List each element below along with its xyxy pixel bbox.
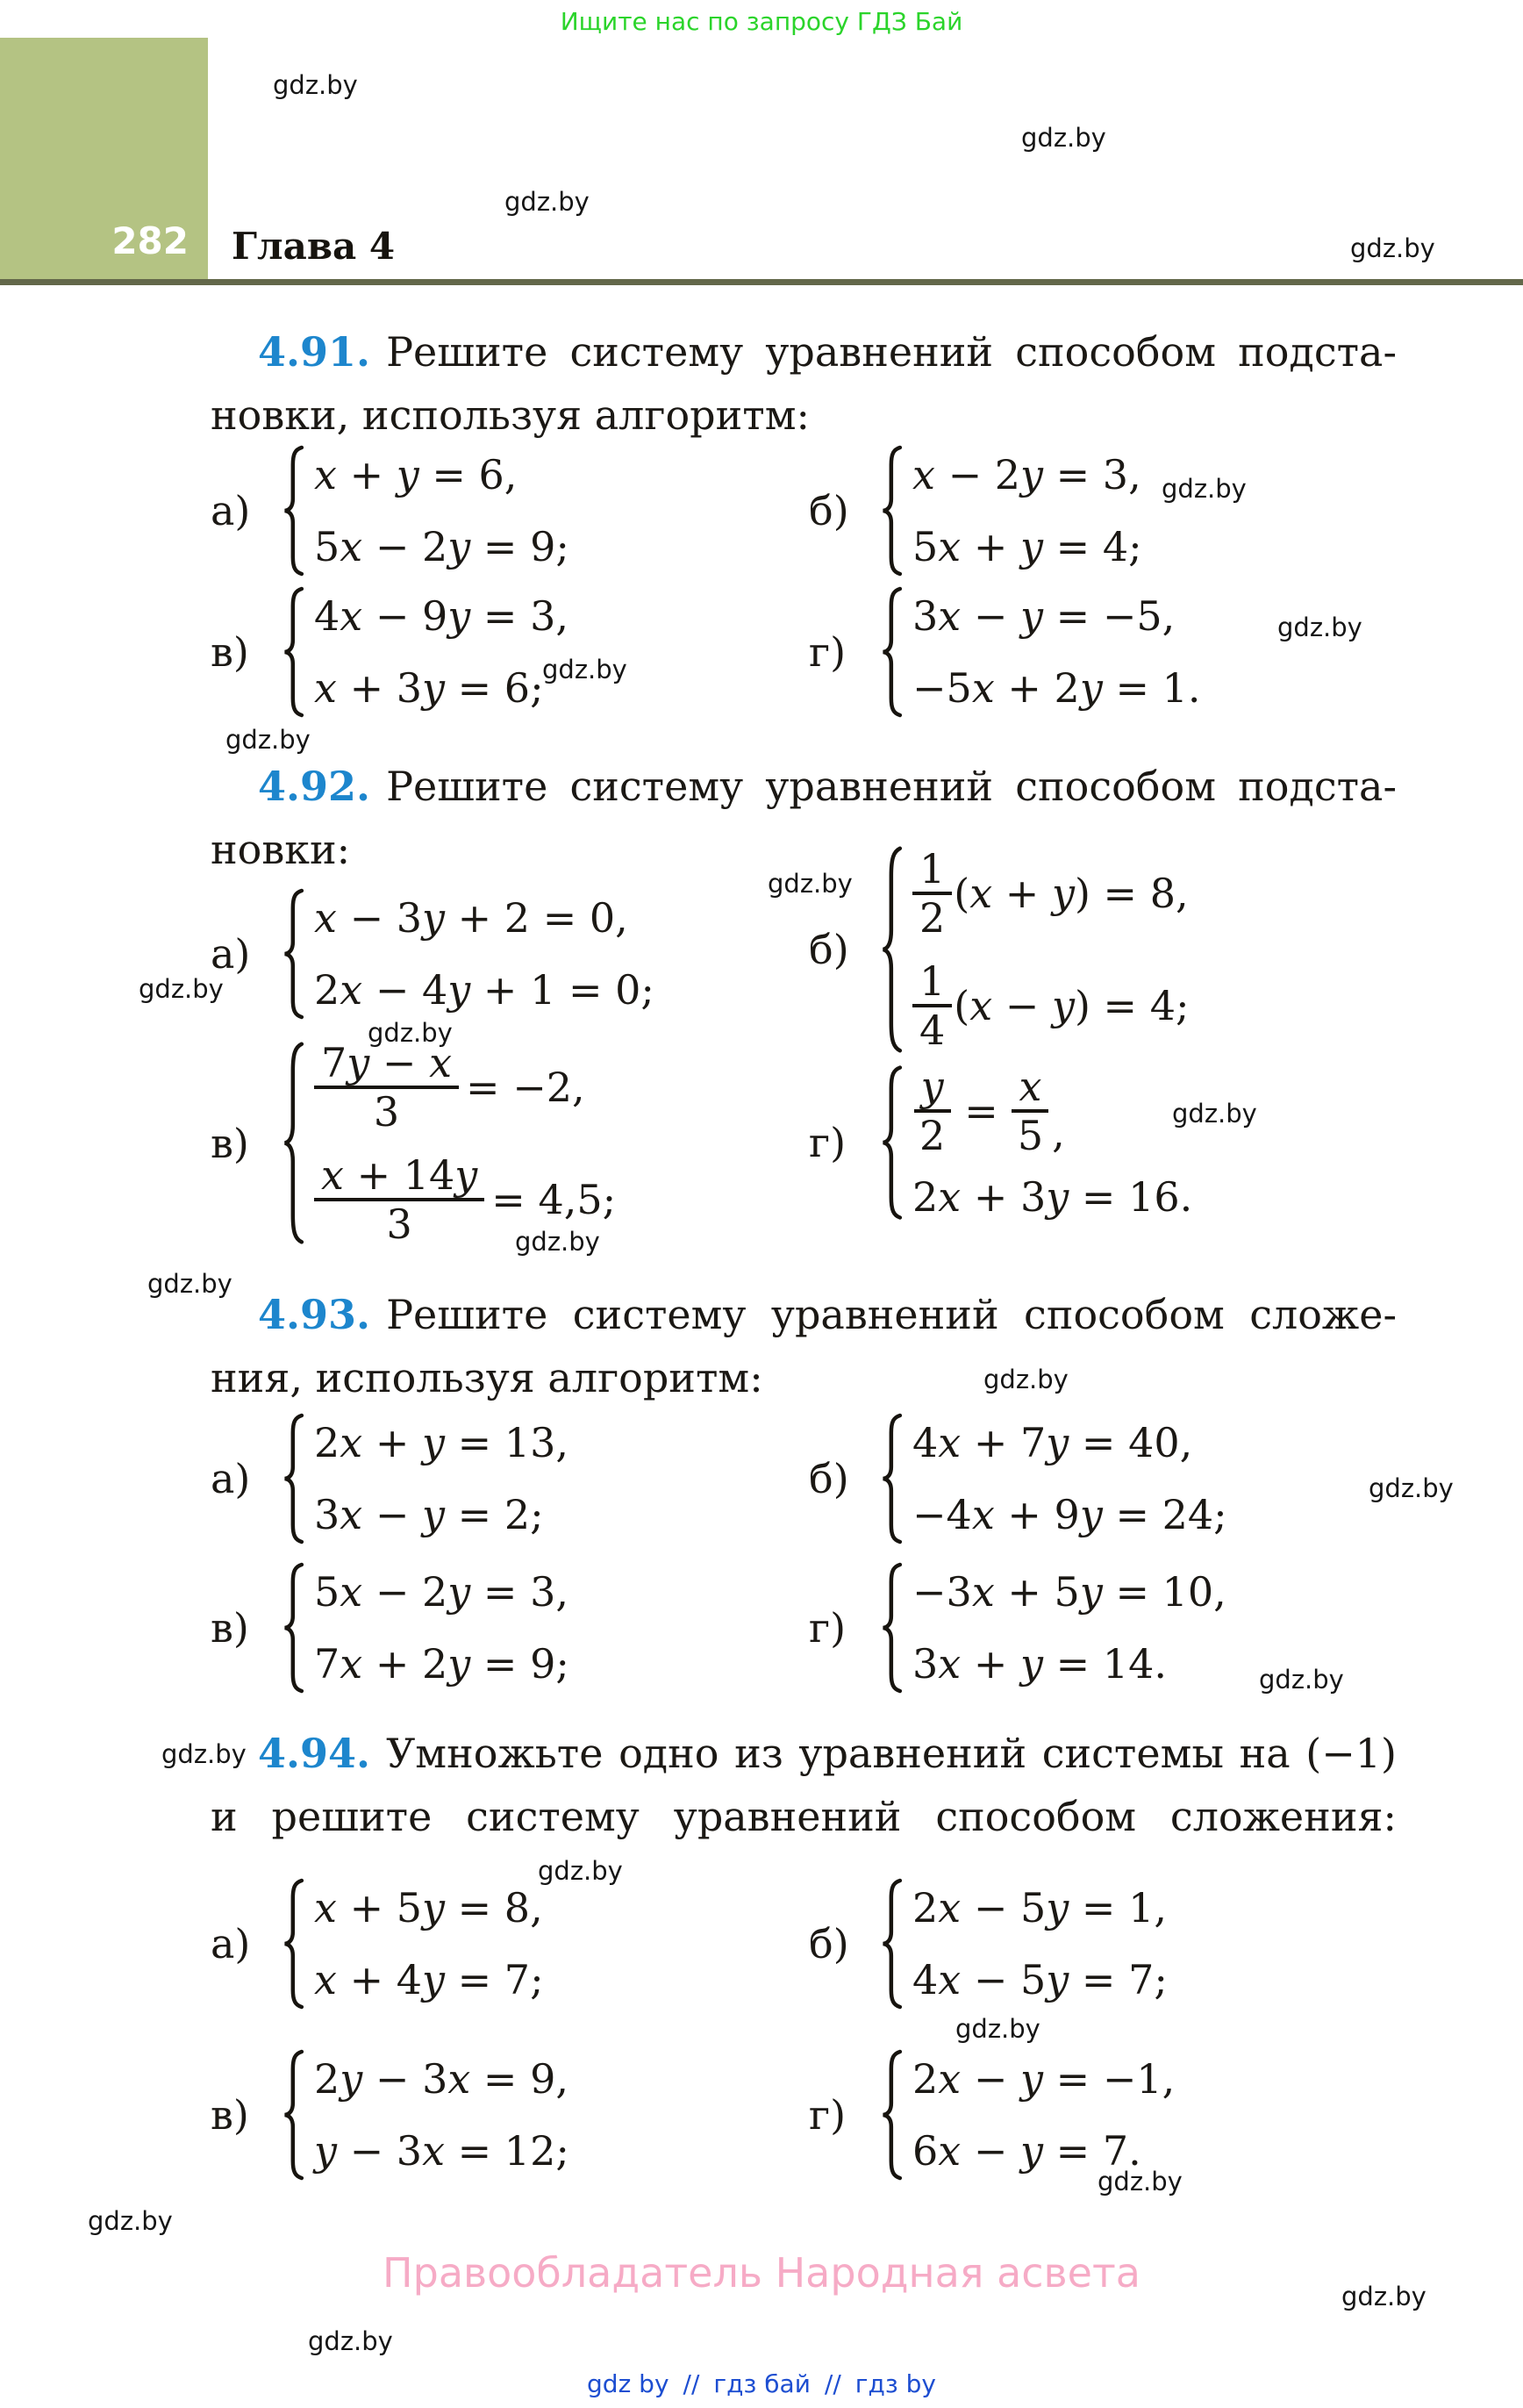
equation: 5x + y = 4; (912, 523, 1142, 570)
problem-number: 4.94. (258, 1730, 371, 1777)
brace-icon (877, 445, 904, 577)
equation: −4x + 9y = 24; (912, 1491, 1227, 1538)
system-label: в) (211, 1119, 249, 1167)
gdz-watermark: gdz.by (1369, 1473, 1454, 1503)
brace-icon (279, 1413, 305, 1544)
equation: x − 3y + 2 = 0, (314, 894, 628, 942)
chapter-title: Глава 4 (232, 225, 396, 268)
equation: $\frac{x + 14y}{3}$ = 4,5; (314, 1152, 616, 1247)
equation: $\frac{1}{4}$ (x − y) = 4; (912, 958, 1189, 1053)
equation: x − 2y = 3, (912, 451, 1141, 498)
equation: x + 3y = 6; (314, 664, 544, 712)
fraction: $\frac{1}{4}$ (912, 958, 952, 1053)
statement-line (211, 1785, 1397, 1848)
system-4-93-a (211, 1413, 568, 1544)
footer-link-gdz-by[interactable]: gdz by (587, 2369, 669, 2398)
system-4-92-v (211, 1040, 616, 1246)
equation: −3x + 5y = 10, (912, 1568, 1226, 1616)
system-label: г) (809, 1119, 847, 1166)
statement-line (211, 1346, 1397, 1409)
gdz-watermark: gdz.by (768, 869, 853, 899)
brace-icon (279, 1562, 305, 1694)
system-4-94-v (211, 2049, 569, 2181)
footer-link-gdz-bai[interactable]: гдз бай (713, 2369, 811, 2398)
footer-separator: // (824, 2369, 841, 2398)
brace-icon (877, 1064, 904, 1221)
system-4-91-a (211, 445, 569, 577)
statement-text: и решите систему уравнений способом сложения: (211, 1793, 1397, 1840)
statement-text: Решите систему уравнений способом сложе- (386, 1291, 1397, 1338)
system-label: г) (809, 628, 847, 676)
problem-4-93-statement (211, 1283, 1397, 1409)
problem-number: 4.91. (258, 328, 371, 376)
gdz-watermark: gdz.by (504, 187, 590, 217)
gdz-watermark: gdz.by (542, 655, 627, 684)
gdz-watermark: gdz.by (955, 2014, 1040, 2044)
equation: x + y = 6, (314, 451, 518, 498)
statement-line (211, 383, 1397, 447)
fraction: $\frac{7y - x}{3}$ (314, 1040, 459, 1135)
equation: 5x − 2y = 3, (314, 1568, 568, 1616)
statement-line (211, 320, 1397, 383)
system-4-94-b (809, 1878, 1168, 2010)
footer-link-gdz-by-2[interactable]: гдз by (854, 2369, 936, 2398)
equation: 4x − 5y = 7; (912, 1956, 1168, 2003)
statement-line (211, 1722, 1397, 1785)
gdz-watermark: gdz.by (538, 1856, 623, 1886)
equation: 3x − y = −5, (912, 592, 1176, 640)
equation: 3x − y = 2; (314, 1491, 544, 1538)
footer-separator: // (683, 2369, 700, 2398)
brace-icon (877, 1413, 904, 1544)
gdz-watermark: gdz.by (161, 1739, 247, 1769)
equation: 2x − y = −1, (912, 2055, 1176, 2103)
system-label: в) (211, 2091, 249, 2139)
system-4-91-g (809, 586, 1201, 718)
system-4-92-g (809, 1064, 1192, 1221)
equation: $\frac{1}{2}$ (x + y) = 8, (912, 846, 1189, 941)
gdz-watermark: gdz.by (308, 2326, 393, 2356)
statement-text: новки, используя алгоритм: (211, 391, 811, 439)
equation: x + 5y = 8, (314, 1884, 543, 1931)
statement-text: ния, используя алгоритм: (211, 1354, 763, 1401)
system-4-93-b (809, 1413, 1227, 1544)
gdz-watermark: gdz.by (1172, 1099, 1257, 1129)
equation: 4x + 7y = 40, (912, 1419, 1193, 1466)
gdz-watermark: gdz.by (1098, 2167, 1183, 2197)
brace-icon (877, 586, 904, 718)
page-number: 282 (111, 219, 189, 262)
equation: 2x + 3y = 16. (912, 1172, 1193, 1221)
gdz-watermark: gdz.by (368, 1018, 453, 1048)
brace-icon (877, 1878, 904, 2010)
system-label: а) (211, 487, 251, 534)
problem-number: 4.92. (258, 763, 371, 810)
equation: 6x − y = 7. (912, 2127, 1141, 2175)
equation: $\frac{y}{2}$ = $\frac{x}{5}$ , (912, 1064, 1192, 1158)
problem-4-94-statement (211, 1722, 1397, 1848)
equation: −5x + 2y = 1. (912, 664, 1201, 712)
brace-icon (877, 1562, 904, 1694)
gdz-watermark: gdz.by (1162, 474, 1247, 504)
brace-icon (279, 1878, 305, 2010)
header-divider (0, 279, 1523, 285)
system-4-93-g (809, 1562, 1226, 1694)
brace-icon (279, 888, 305, 1020)
system-4-91-v (211, 586, 568, 718)
gdz-watermark: gdz.by (1021, 123, 1106, 153)
gdz-watermark: gdz.by (1341, 2282, 1426, 2311)
gdz-watermark: gdz.by (88, 2206, 173, 2236)
statement-text: Решите систему уравнений способом подста- (386, 328, 1397, 376)
system-label: а) (211, 1920, 251, 1967)
gdz-watermark: gdz.by (983, 1365, 1069, 1394)
fraction: $\frac{x}{5}$ (1011, 1064, 1050, 1158)
gdz-watermark: gdz.by (1259, 1665, 1344, 1695)
equation: 4x − 9y = 3, (314, 592, 568, 640)
gdz-watermark: gdz.by (225, 725, 311, 755)
top-banner-text: Ищите нас по запросу ГДЗ Бай (560, 7, 963, 36)
problem-number: 4.93. (258, 1291, 371, 1338)
brace-icon (877, 844, 904, 1055)
problem-4-92-statement (211, 755, 1397, 881)
equation: $\frac{7y - x}{3}$ = −2, (314, 1040, 616, 1135)
copyright-text: Правообладатель Народная асвета (383, 2249, 1140, 2297)
gdz-watermark: gdz.by (1277, 613, 1362, 642)
equation: y − 3x = 12; (314, 2127, 569, 2175)
system-label: б) (809, 926, 849, 973)
equation: 2y − 3x = 9, (314, 2055, 568, 2103)
problem-4-91-statement (211, 320, 1397, 447)
footer-links (0, 2369, 1523, 2398)
system-4-91-b (809, 445, 1142, 577)
brace-icon (279, 1040, 305, 1246)
system-label: в) (211, 1604, 249, 1652)
system-label: б) (809, 1455, 849, 1502)
system-label: г) (809, 2091, 847, 2139)
equation: x + 4y = 7; (314, 1956, 544, 2003)
system-label: б) (809, 1920, 849, 1967)
gdz-watermark: gdz.by (139, 974, 224, 1004)
system-4-92-a (211, 888, 654, 1020)
statement-text: Решите систему уравнений способом подста- (386, 763, 1397, 810)
system-label: а) (211, 1455, 251, 1502)
system-label: б) (809, 487, 849, 534)
system-4-93-v (211, 1562, 569, 1694)
gdz-watermark: gdz.by (147, 1269, 232, 1299)
gdz-watermark: gdz.by (1350, 233, 1435, 263)
system-label: а) (211, 930, 251, 978)
page-number-box (0, 38, 208, 280)
brace-icon (279, 2049, 305, 2181)
system-label: в) (211, 628, 249, 676)
statement-text: Умножьте одно из уравнений системы на (−1) (386, 1730, 1397, 1777)
gdz-watermark: gdz.by (273, 70, 358, 100)
equation: 5x − 2y = 9; (314, 523, 569, 570)
brace-icon (877, 2049, 904, 2181)
fraction: $\frac{x + 14y}{3}$ (314, 1152, 484, 1247)
gdz-watermark: gdz.by (515, 1227, 600, 1257)
brace-icon (279, 445, 305, 577)
equation: 2x + y = 13, (314, 1419, 568, 1466)
equation: 3x + y = 14. (912, 1640, 1167, 1688)
fraction: $\frac{y}{2}$ (912, 1064, 952, 1158)
statement-line (211, 1283, 1397, 1346)
fraction: $\frac{1}{2}$ (912, 846, 952, 941)
equation: 2x − 4y + 1 = 0; (314, 966, 654, 1014)
statement-text: новки: (211, 826, 351, 873)
equation: 7x + 2y = 9; (314, 1640, 569, 1688)
equation: 2x − 5y = 1, (912, 1884, 1167, 1931)
statement-line (211, 755, 1397, 818)
system-4-94-g (809, 2049, 1175, 2181)
brace-icon (279, 586, 305, 718)
system-label: г) (809, 1604, 847, 1652)
system-4-92-b (809, 844, 1189, 1055)
system-4-94-a (211, 1878, 544, 2010)
